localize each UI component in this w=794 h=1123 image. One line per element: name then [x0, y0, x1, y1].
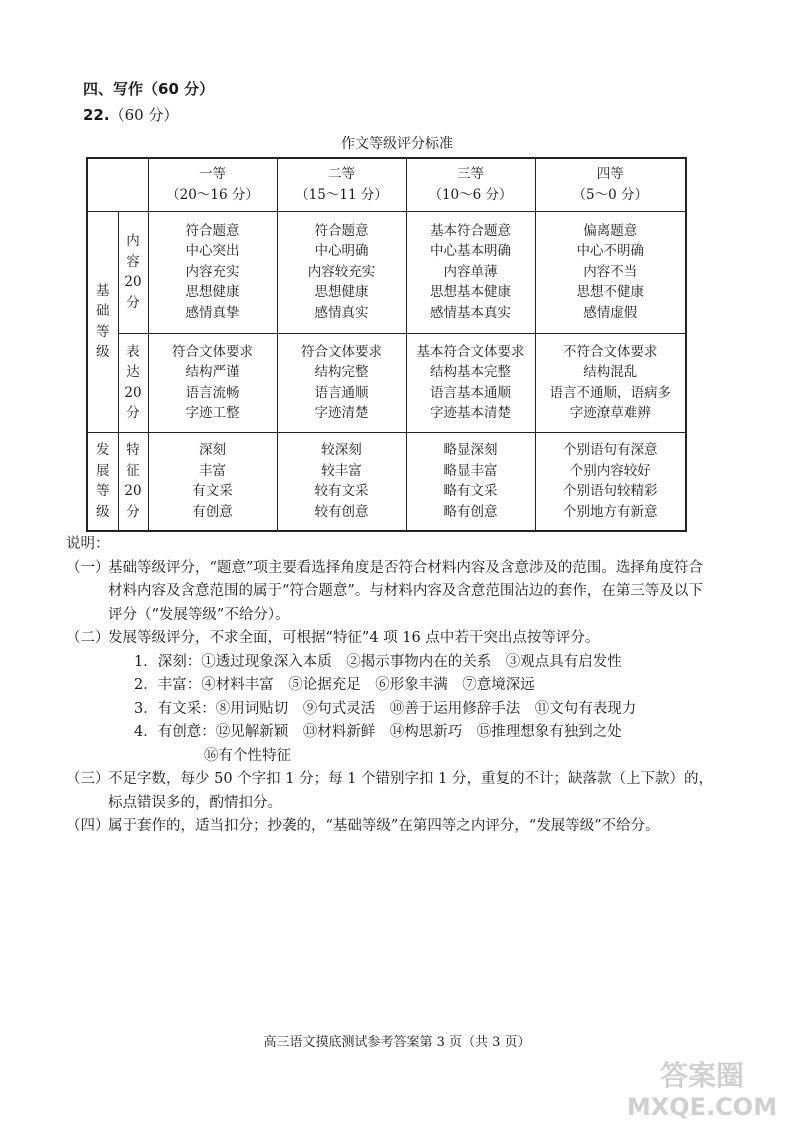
- content-label: [118, 211, 148, 333]
- note-number: （一）: [66, 559, 110, 576]
- cell-line: 个别地方有新意: [563, 503, 658, 520]
- content-row: [87, 211, 686, 333]
- cell-line: 内容不当: [583, 263, 638, 280]
- cell-line: 个别内容较好: [569, 462, 651, 479]
- cell-line: 结构严谨: [185, 364, 240, 380]
- cell-line: 语言通顺: [314, 384, 369, 401]
- feature-row: [87, 432, 686, 531]
- cell-line: 略显丰富: [443, 462, 498, 479]
- cell-line: 不符合文体要求: [563, 343, 658, 360]
- cell-line: 中心基本明确: [430, 243, 511, 260]
- site-watermark-logo: [612, 1055, 792, 1123]
- cell-line: 语言基本通顺: [430, 384, 511, 401]
- watermark-line1: 答案圈: [659, 1059, 745, 1092]
- cell-line: 感情虚假: [583, 304, 638, 321]
- cell-line: 略有创意: [443, 503, 498, 520]
- cell-line: 个别语句有深意: [563, 442, 658, 459]
- vertical-char: 等: [96, 323, 110, 340]
- cell-line: 较有创意: [314, 503, 369, 520]
- vertical-char: 分: [126, 294, 140, 311]
- cell-line: 感情基本真实: [430, 304, 511, 321]
- vertical-char: 容: [126, 253, 140, 270]
- cell-line: 结构完整: [314, 364, 369, 380]
- note-item-4: [66, 815, 716, 839]
- cell-line: 内容充实: [185, 263, 240, 280]
- watermark-line2: MXQE.COM: [626, 1093, 778, 1121]
- cell-line: 符合文体要求: [172, 343, 253, 360]
- cell-line: 中心不明确: [576, 243, 644, 260]
- note-text: 发展等级评分，不求全面，可根据“特征”4 项 16 点中若干突出点按等评分。: [108, 630, 600, 646]
- question-score: （60 分）: [109, 106, 179, 124]
- note-number: （四）: [66, 818, 110, 834]
- cell-line: 字迹工整: [185, 405, 240, 421]
- grade-header-2: 二等 （15～11 分）: [277, 158, 406, 211]
- vertical-char: 20: [124, 483, 142, 500]
- content-grade-1: [148, 211, 277, 333]
- vertical-char: 特: [126, 442, 140, 459]
- note-text: 不足字数，每少 50 个字扣 1 分；每 1 个错别字扣 1 分，重复的不计；缺落款（上下款）的，标点错误多的，酌情扣分。: [108, 771, 713, 811]
- note-number: （二）: [66, 630, 110, 646]
- cell-line: 语言不通顺，语病多: [549, 384, 671, 401]
- cell-line: 思想不健康: [576, 284, 644, 301]
- vertical-char: 等: [96, 483, 110, 500]
- cell-line: 字迹清楚: [314, 405, 369, 421]
- expression-grade-4: [535, 333, 686, 432]
- cell-line: 结构基本完整: [430, 364, 511, 380]
- expression-row: [87, 333, 686, 432]
- feature-creative-cont: ⑯有个性特征: [204, 747, 291, 764]
- grading-table: [86, 157, 687, 532]
- cell-line: 深刻: [199, 442, 226, 459]
- cell-line: 思想健康: [185, 284, 240, 301]
- cell-line: 符合文体要求: [301, 343, 382, 360]
- expression-label: [118, 333, 148, 432]
- cell-line: 感情真实: [314, 304, 369, 321]
- cell-line: 符合题意: [185, 222, 240, 239]
- section-title: 四、写作（60 分）: [83, 80, 215, 98]
- notes-section: [66, 533, 716, 839]
- cell-line: 感情真挚: [185, 304, 240, 321]
- cell-line: 较有文采: [314, 483, 369, 500]
- vertical-char: 分: [126, 503, 140, 520]
- cell-line: 较深刻: [321, 442, 362, 459]
- question-number: 22.: [83, 106, 110, 124]
- cell-line: 丰富: [199, 462, 226, 479]
- note-text: 基础等级评分，“题意”项主要看选择角度是否符合材料内容及含意涉及的范围。选择角度符合材料内容及含意范围的属于“符合题意”。与材料内容及含意范围沾边的套作，在第三等及以下评分（“发展等级”不给分）。: [108, 559, 703, 623]
- cell-line: 基本符合题意: [430, 222, 511, 239]
- note-item-2: [66, 627, 716, 768]
- cell-line: 基本符合文体要求: [416, 343, 525, 360]
- question-header: [83, 104, 178, 125]
- cell-line: 符合题意: [314, 222, 369, 239]
- vertical-char: 级: [96, 503, 110, 520]
- note-item-3: [66, 768, 716, 815]
- cell-line: 中心突出: [185, 243, 240, 260]
- notes-label: 说明：: [66, 536, 110, 552]
- feature-creative: 4．有创意：⑫见解新颖 ⑬材料新鲜 ⑭构思新巧 ⑮推理想象有独到之处: [134, 724, 622, 740]
- cell-line: 有创意: [192, 503, 233, 520]
- vertical-char: 级: [96, 344, 110, 360]
- cell-line: 内容较充实: [307, 263, 376, 280]
- cell-line: 中心明确: [314, 243, 369, 260]
- cell-line: 较丰富: [321, 462, 362, 479]
- expression-grade-2: [277, 333, 406, 432]
- cell-line: 思想健康: [314, 284, 369, 301]
- corner-cell: [87, 158, 148, 211]
- feature-deep: 1．深刻：①透过现象深入本质 ②揭示事物内在的关系 ③观点具有启发性: [134, 653, 622, 670]
- vertical-char: 分: [126, 405, 140, 421]
- cell-line: 有文采: [192, 483, 233, 500]
- vertical-char: 达: [126, 364, 140, 380]
- feature-label: [118, 432, 148, 531]
- vertical-char: 20: [124, 274, 142, 290]
- feature-grade-2: [277, 432, 406, 531]
- feature-grade-4: [535, 432, 686, 531]
- note-text: 属于套作的，适当扣分；抄袭的，“基础等级”在第四等之内评分，“发展等级”不给分。: [108, 818, 660, 834]
- content-grade-3: [406, 211, 535, 333]
- cell-line: 字迹基本清楚: [430, 405, 511, 421]
- note-number: （三）: [66, 771, 110, 787]
- vertical-char: 发: [96, 442, 110, 459]
- feature-grade-1: [148, 432, 277, 531]
- expression-grade-3: [406, 333, 535, 432]
- cell-line: 语言流畅: [185, 384, 240, 401]
- content-grade-2: [277, 211, 406, 333]
- table-title: 作文等级评分标准: [341, 136, 453, 152]
- basic-level-label: [87, 211, 118, 432]
- vertical-char: 基: [96, 282, 110, 299]
- cell-line: 字迹潦草难辨: [569, 405, 651, 421]
- expression-grade-1: [148, 333, 277, 432]
- feature-rich: 2．丰富：④材料丰富 ⑤论据充足 ⑥形象丰满 ⑦意境深远: [134, 677, 535, 693]
- page-footer: 高三语文摸底测试参考答案第 3 页（共 3 页）: [263, 1035, 531, 1050]
- feature-grade-3: [406, 432, 535, 531]
- cell-line: 内容单薄: [443, 263, 498, 280]
- cell-line: 结构混乱: [583, 364, 638, 380]
- vertical-char: 20: [124, 384, 142, 401]
- vertical-char: 展: [96, 462, 110, 479]
- vertical-char: 征: [126, 462, 140, 479]
- cell-line: 思想基本健康: [430, 284, 511, 301]
- content-grade-4: [535, 211, 686, 333]
- grade-header-row: [87, 158, 686, 211]
- vertical-char: 础: [96, 303, 110, 319]
- note-item-1: [66, 557, 716, 628]
- vertical-char: 内: [126, 233, 140, 249]
- grade-header-4: 四等 （5～0 分）: [535, 158, 686, 211]
- vertical-char: 表: [126, 343, 140, 360]
- feature-literary: 3．有文采：⑧用词贴切 ⑨句式灵活 ⑩善于运用修辞手法 ⑪文句有表现力: [134, 700, 637, 717]
- cell-line: 略显深刻: [443, 442, 498, 459]
- cell-line: 略有文采: [443, 483, 498, 500]
- grade-header-3: 三等 （10～6 分）: [406, 158, 535, 211]
- cell-line: 个别语句较精彩: [563, 483, 658, 500]
- grade-header-1: 一等 （20～16 分）: [148, 158, 277, 211]
- development-level-label: [87, 432, 118, 531]
- cell-line: 偏离题意: [583, 222, 638, 239]
